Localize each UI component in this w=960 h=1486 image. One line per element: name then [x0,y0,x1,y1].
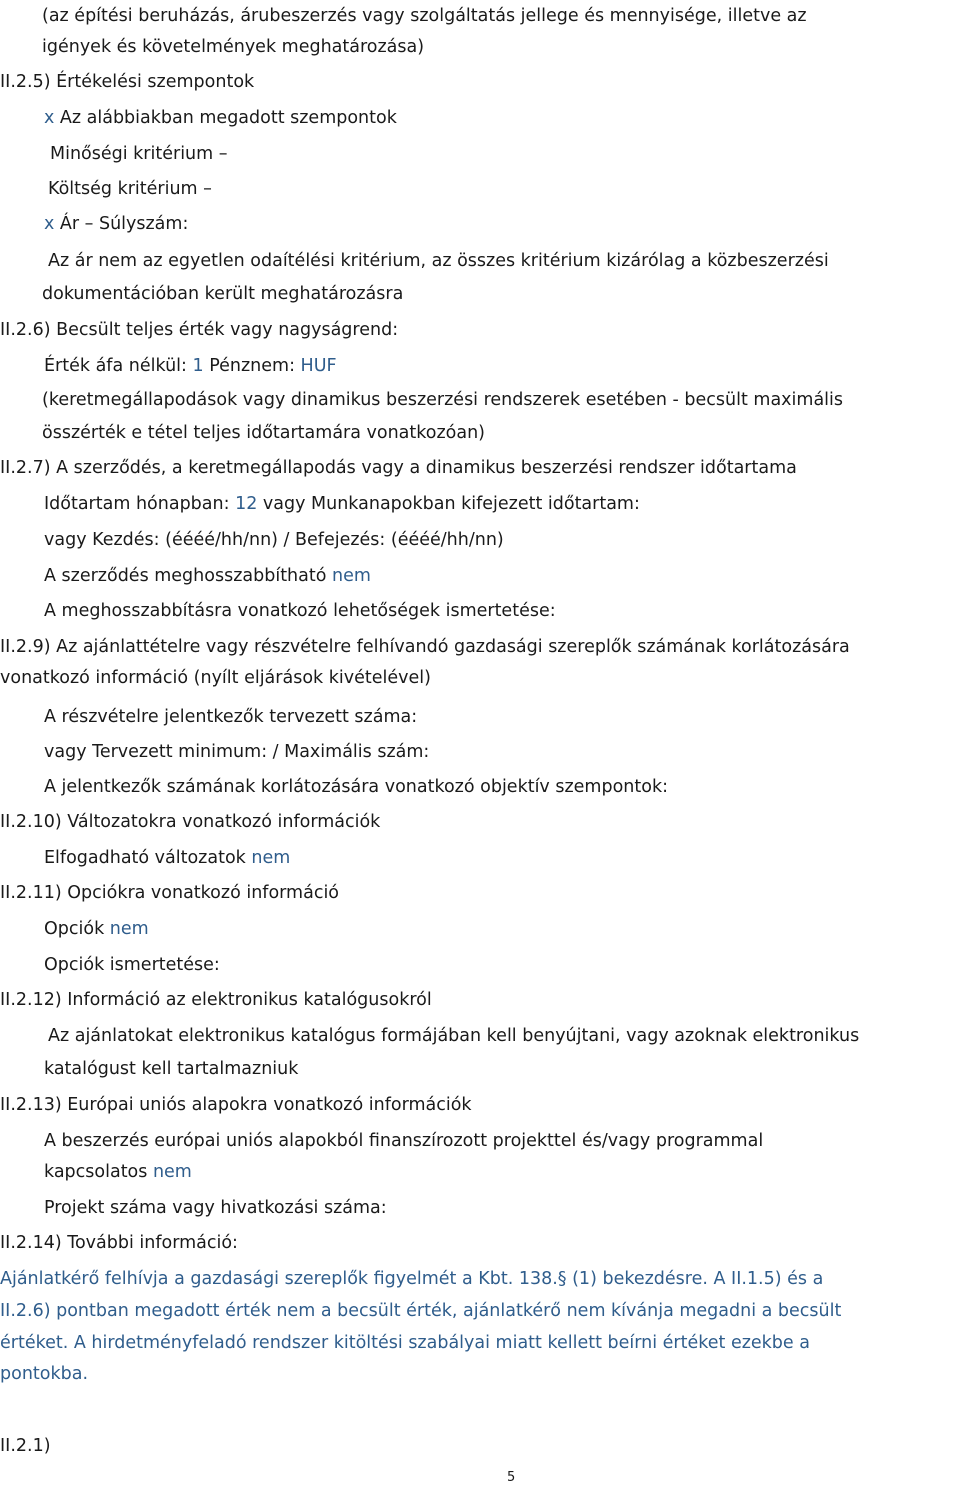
section-heading: II.2.11) Opciókra vonatkozó információ [0,883,340,903]
section-heading: II.2.12) Információ az elektronikus katalógusokról [0,990,432,1010]
value: 1 [192,356,204,376]
text-line: A részvételre jelentkezők tervezett száma: [44,707,418,727]
text-line: Minőségi kritérium – [50,144,228,164]
section-heading: II.2.1) [0,1436,51,1456]
text-line: igények és követelmények meghatározása) [42,37,425,57]
text-line: vagy Tervezett minimum: / Maximális szám: [44,742,430,762]
value: nem [152,1162,192,1182]
value: 12 [235,494,258,514]
value-line: kapcsolatos nem [44,1162,192,1182]
section-heading: II.2.5) Értékelési szempontok [0,72,255,92]
text-line: A jelentkezők számának korlátozására vonatkozó objektív szempontok: [44,777,668,797]
section-heading: II.2.14) További információ: [0,1233,238,1253]
additional-info-line: értéket. A hirdetményfeladó rendszer kitöltési szabályai miatt kellett beírni értéket ezekbe a [0,1333,810,1353]
value: nem [332,566,371,586]
additional-info-line: II.2.6) pontban megadott érték nem a becsült érték, ajánlatkérő nem kívánja megadni a becsült [0,1301,842,1321]
section-heading: II.2.9) Az ajánlattételre vagy részvételre felhívandó gazdasági szereplők számának korlátozására [0,637,850,657]
text-line: (az építési beruházás, árubeszerzés vagy szolgáltatás jellege és mennyisége, illetve az [42,6,807,26]
checked-option: x Az alábbiakban megadott szempontok [44,108,397,128]
text-line: katalógust kell tartalmazniuk [44,1059,299,1079]
text-line: (keretmegállapodások vagy dinamikus beszerzési rendszerek esetében - becsült maximális [42,390,844,410]
check-mark: x [44,108,55,128]
value-line: Időtartam hónapban: 12 vagy Munkanapokban kifejezett időtartam: [44,494,640,514]
section-heading: II.2.7) A szerződés, a keretmegállapodás vagy a dinamikus beszerzési rendszer időtartama [0,458,797,478]
page-number: 5 [507,1470,516,1485]
value-line: Érték áfa nélkül: 1 Pénznem: HUF [44,356,337,376]
checked-option: x Ár – Súlyszám: [44,214,189,234]
check-mark: x [44,214,55,234]
value: HUF [300,356,337,376]
value-line: A szerződés meghosszabbítható nem [44,566,371,586]
text-line: A beszerzés európai uniós alapokból finanszírozott projekttel és/vagy programmal [44,1131,764,1151]
text-line: vonatkozó információ (nyílt eljárások kivételével) [0,668,431,688]
text-line: A meghosszabbításra vonatkozó lehetőségek ismertetése: [44,601,556,621]
text-line: Költség kritérium – [48,179,212,199]
text-line: Az ajánlatokat elektronikus katalógus formájában kell benyújtani, vagy azoknak elektronikus [48,1026,860,1046]
text-line: Projekt száma vagy hivatkozási száma: [44,1198,387,1218]
section-heading: II.2.13) Európai uniós alapokra vonatkozó információk [0,1095,472,1115]
value: nem [109,919,149,939]
value-line: Opciók nem [44,919,149,939]
text-line: összérték e tétel teljes időtartamára vonatkozóan) [42,423,486,443]
value: nem [251,848,291,868]
text-line: dokumentációban került meghatározásra [42,284,404,304]
text-line: vagy Kezdés: (éééé/hh/nn) / Befejezés: (éééé/hh/nn) [44,530,504,550]
text-line: Az ár nem az egyetlen odaítélési kritérium, az összes kritérium kizárólag a közbeszerzési [48,251,829,271]
value-line: Elfogadható változatok nem [44,848,291,868]
section-heading: II.2.10) Változatokra vonatkozó információk [0,812,381,832]
additional-info-line: pontokba. [0,1364,89,1384]
section-heading: II.2.6) Becsült teljes érték vagy nagyságrend: [0,320,399,340]
text-line: Opciók ismertetése: [44,955,220,975]
additional-info-line: Ajánlatkérő felhívja a gazdasági szereplők figyelmét a Kbt. 138.§ (1) bekezdésre. A II.1.5) és a [0,1269,824,1289]
